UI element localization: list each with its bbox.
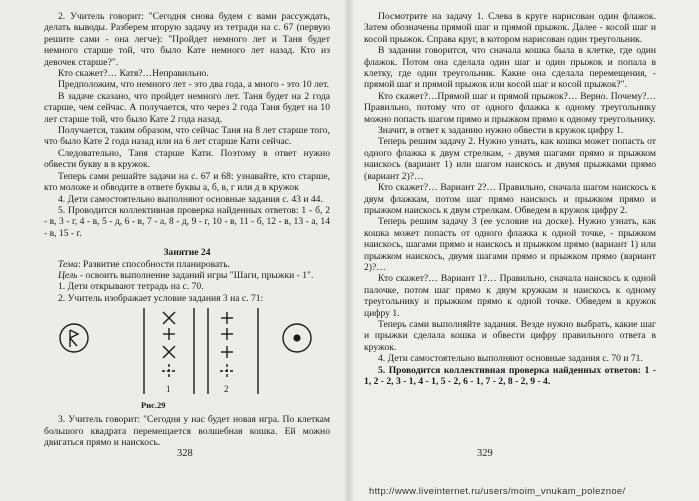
straight-step-icon <box>221 328 233 340</box>
paragraph: 3. Учитель говорит: "Сегодня у нас будет новая игра. По клеткам большого квадрата перемещается волшебная кошка. Ей можно двигаться прямо и наискось. <box>44 414 330 448</box>
lesson-title: Занятие 24 <box>163 247 211 259</box>
figure-column-label-2: 2 <box>224 384 229 395</box>
goal-text: - освоить выполнение заданий игры "Шаги, прыжки - 1". <box>77 269 314 281</box>
diagonal-step-icon <box>163 312 175 324</box>
paragraph: 4. Дети самостоятельно выполняют основные задания с. 70 и 71. <box>378 353 643 365</box>
paragraph: Предположим, что немного лет - это два года, а много - это 10 лет. <box>58 79 330 91</box>
paragraph: Следовательно, Таня старше Кати. Поэтому в ответ нужно обвести букву в в кружок. <box>44 147 330 171</box>
theme-label: Тема <box>58 258 78 270</box>
dot-icon <box>293 335 300 342</box>
theme-text: : Развитие способности планировать. <box>77 258 230 270</box>
straight-step-icon <box>221 312 233 324</box>
paragraph: В задаче сказано, что пройдет немного лет. Таня будет на 2 года старше, чем сейчас. А получается, что через 2 года Таня будет на 10 лет старше той, что было Кате 2 года назад. <box>44 90 330 125</box>
lesson-theme <box>44 259 330 270</box>
paragraph: Теперь сами выполняйте задания. Везде нужно выбрать, какие шаг и прыжки сделала кошка и обвести цифру правильного ответа в кружок. <box>364 318 656 353</box>
paragraph: 2. Учитель говорит: "Сегодня снова будем с вами рассуждать, делать выводы. Разберем вторую задачу из тетради на с. 67 (первую решите сами - она легче): "Пройдет немного лет и Таня будет немного старше той, что было Кате немного лет назад. Кто из девочек старше?". <box>44 11 330 68</box>
circle-with-flag-icon <box>60 324 88 352</box>
paragraph: Теперь сами решайте задачи на с. 67 и 68: узнавайте, кто старше, кто моложе и обводите в ответе буквы а, б, в, г или д в кружок <box>44 170 330 194</box>
paragraph: Кто скажет?…Прямой шаг и прямой прыжок?… Верно. Почему?… Правильно, потому что от одного флажка к одному треугольнику можно попасть шагом прямо и прыжком прямо к одному треугольнику. <box>364 90 656 125</box>
goal-label: Цель <box>58 269 78 281</box>
right-page <box>349 0 699 501</box>
paragraph: 5. Проводится коллективная проверка найденных ответов: 1 - б, 2 - в, 3 - г, 4 - в, 5 - д, 6 - в, 7 - а, 8 - д, 9 - г, 10 - в, 11 - б, 12 - в, 13 - а, 14 - в, 15 - г. <box>44 204 330 239</box>
page-number: 329 <box>477 448 493 459</box>
straight-jump-icon <box>220 364 234 378</box>
page-number: 328 <box>177 448 193 459</box>
paragraph: 4. Дети самостоятельно выполняют основные задания с. 43 и 44. <box>58 193 323 205</box>
right-page-text <box>364 11 656 387</box>
paragraph: В задании говорится, что сначала кошка была в клетке, где один флажок. Потом она сделала один шаг и один прыжок и попала в клетку, где один треугольник. Какие она сделала перемещения, - прямой шаг и прямой прыжок или косой шаг и косой прыжок?". <box>364 45 656 91</box>
paragraph: Теперь решим задачу 2. Нужно узнать, как кошка может попасть от одного флажка к двум стрелкам, - двумя шагами прямо и прыжком наискось (вариант 1) или шагом наискось и двумя прыжками прямо (вариант 2)?… <box>364 136 656 182</box>
lesson-goal <box>44 270 330 281</box>
paragraph: Кто скажет?… Вариант 2?… Правильно, сначала шагом наискось к двум флажкам, потом шаг прямо наискось и прыжком прямо и прыжком наискось к двум стрелкам. Обведем в кружок цифру 2. <box>364 182 656 216</box>
paragraph: Посмотрите на задачу 1. Слева в круге нарисован один флажок. Затем обозначены прямой шаг и прямой прыжок. Далее - косой шаг и косой прыжок. Справа круг, в котором нарисован один треугольник. <box>364 11 656 45</box>
straight-jump-icon <box>162 364 176 378</box>
paragraph: Кто скажет?… Вариант 1?… Правильно, сначала наискось к одной палочке, потом шаг прямо к двум кружкам и наискось к одному треугольнику и прыжком прямо к одной точке. Обведем в кружок цифру 1. <box>364 273 656 319</box>
paragraph: Значит, в ответ к заданию нужно обвести в кружок цифру 1. <box>378 125 624 137</box>
straight-step-icon <box>221 346 233 358</box>
figure-29-drawing <box>44 306 330 414</box>
left-page-text <box>44 11 330 448</box>
watermark-url: http://www.liveinternet.ru/users/moim_vnukam_poleznoe/ <box>369 486 626 497</box>
paragraph: 1. Дети открывают тетрадь на с. 70. <box>58 281 204 293</box>
paragraph: Теперь решим задачу 3 (ее условие на доске). Нужно узнать, как кошка может попасть от одного флажка к одной точке, - прыжком наискось, шагами прямо и наискось и прыжком прямо (вариант 1) или прыжком наискось, двумя шагами прямо и прыжком прямо (вариант 2)?… <box>364 216 656 273</box>
paragraph: 5. Проводится коллективная проверка найденных ответов: 1 - 1, 2 - 2, 3 - 1, 4 - 1, 5 - 2, 6 - 1, 7 - 2, 8 - 2, 9 - 4. <box>364 364 656 387</box>
straight-step-icon <box>163 328 175 340</box>
diagonal-jump-icon <box>163 346 175 358</box>
book-gutter <box>343 0 355 501</box>
flag-icon <box>70 330 78 347</box>
left-page <box>0 0 349 501</box>
figure-column-label-1: 1 <box>166 384 171 395</box>
paragraph: Получается, таким образом, что сейчас Таня на 8 лет старше того, что было Кате 2 года назад или на 6 лет старше Кати сейчас. <box>44 125 330 148</box>
paragraph: Кто скажет?… Катя?…Неправильно. <box>58 68 209 80</box>
paragraph: 2. Учитель изображает условие задания 3 на с. 71: <box>58 292 264 304</box>
figure-caption: Рис.29 <box>141 400 166 411</box>
figure-29 <box>44 306 330 414</box>
